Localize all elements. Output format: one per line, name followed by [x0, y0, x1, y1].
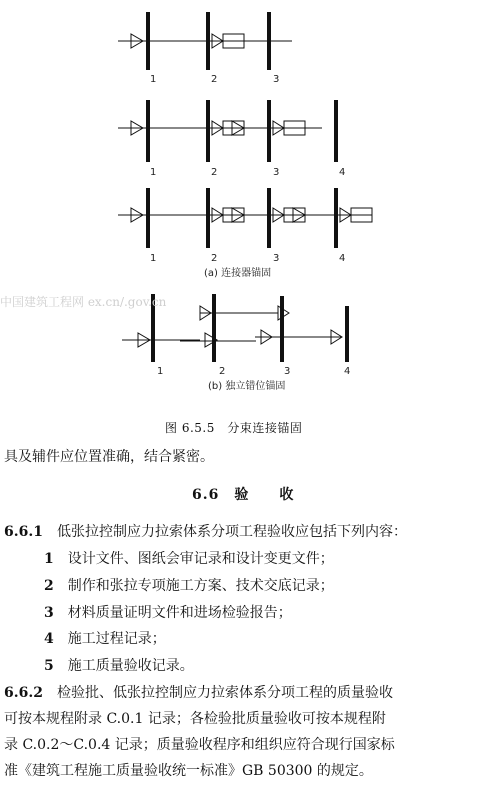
continuation-line: 具及辅件应位置准确，结合紧密。	[4, 449, 214, 465]
diagram-a-row2	[118, 100, 338, 162]
caption-a: (a) 连接器锚固	[204, 268, 272, 279]
clause-text: 检验批、低张拉控制应力拉索体系分项工程的质量验收	[42, 685, 393, 701]
item-text: 制作和张拉专项施工方案、技术交底记录；	[53, 578, 334, 594]
caption-b: (b) 独立错位锚固	[208, 381, 286, 392]
clause-text-line: 准《建筑工程施工质量验收统一标准》GB 50300 的规定。	[4, 763, 373, 779]
figure-title: 图 6.5.5 分束连接锚固	[165, 421, 303, 435]
item-number: 5	[44, 658, 54, 674]
item-number: 4	[44, 631, 54, 647]
clause-6-6-1	[4, 521, 407, 543]
label-a1-1: 1	[150, 74, 157, 85]
list-item	[44, 602, 292, 624]
watermark: 中国建筑工程网 ex.cn/.gov.cn	[0, 295, 167, 309]
label-a2-4: 4	[339, 167, 346, 178]
item-number: 2	[44, 578, 54, 594]
item-text: 施工质量验收记录。	[53, 658, 194, 674]
list-item	[44, 548, 334, 570]
label-a3-4: 4	[339, 253, 346, 264]
label-a3-1: 1	[150, 253, 157, 264]
clause-number: 6.6.1	[4, 524, 43, 540]
section-title: 6.6 验 收	[192, 487, 295, 503]
label-a2-1: 1	[150, 167, 157, 178]
clause-text-line: 可按本规程附录 C.0.1 记录；各检验批质量验收可按本规程附	[4, 711, 386, 727]
item-text: 材料质量证明文件和进场检验报告；	[53, 605, 292, 621]
list-item	[44, 628, 166, 650]
clause-text: 低张拉控制应力拉索体系分项工程验收应包括下列内容：	[42, 524, 407, 540]
list-item	[44, 655, 194, 677]
label-b-2: 2	[219, 366, 226, 377]
label-b-3: 3	[284, 366, 291, 377]
label-a3-2: 2	[211, 253, 218, 264]
label-a2-3: 3	[273, 167, 280, 178]
list-item	[44, 575, 334, 597]
item-number: 1	[44, 551, 54, 567]
label-a1-2: 2	[211, 74, 218, 85]
item-number: 3	[44, 605, 54, 621]
label-a3-3: 3	[273, 253, 280, 264]
label-b-1: 1	[157, 366, 164, 377]
label-a2-2: 2	[211, 167, 218, 178]
item-text: 施工过程记录；	[53, 631, 166, 647]
label-b-4: 4	[344, 366, 351, 377]
diagram-a-row3	[118, 188, 372, 248]
label-a1-3: 3	[273, 74, 280, 85]
clause-number: 6.6.2	[4, 685, 43, 701]
clause-text-line: 录 C.0.2～C.0.4 记录；质量验收程序和组织应符合现行国家标	[4, 737, 395, 753]
diagram-a-row1	[118, 12, 292, 70]
clause-6-6-2	[4, 682, 393, 704]
item-text: 设计文件、图纸会审记录和设计变更文件；	[53, 551, 334, 567]
